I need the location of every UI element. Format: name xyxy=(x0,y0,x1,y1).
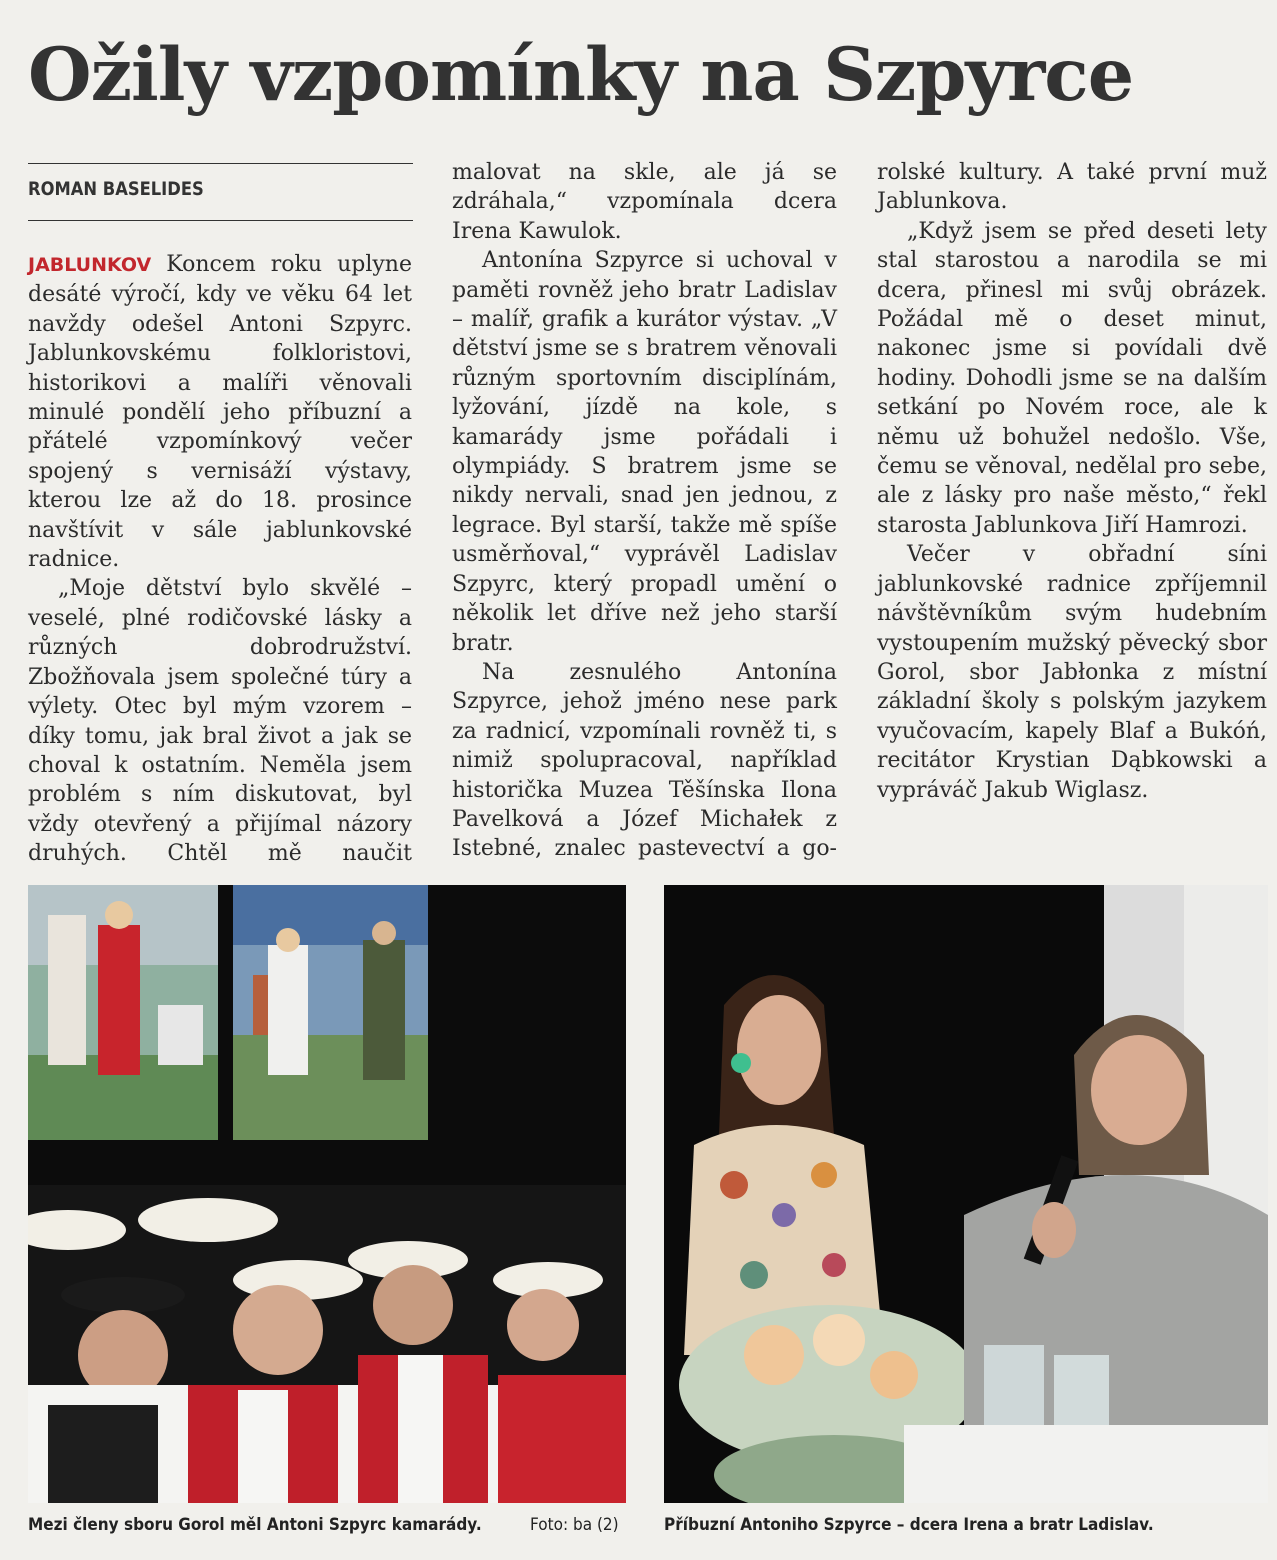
paragraph: Antonína Szpyrce si uchoval v paměti rovněž jeho bratr Ladislav – malíř, grafik a kurátor výstav. „V dětství jsme se s bratrem věnovali různým sportovním disciplínám, lyžování, jízdě na kole, s kamarády jsme pořádali i olympiády. S bratrem jsme se nikdy nervali, snad jen jednou, z legrace. Byl starší, takže mě spíše usměrňoval,“ vyprávěl Ladislav Szpyrc, který propadl umění o několik let dříve než jeho starší bratr. xyxy=(452,248,837,656)
article-column-3 xyxy=(877,158,1267,858)
paragraph: malovat na skle, ale já se zdráhala,“ vzpomínala dcera Irena Kawulok. xyxy=(452,160,837,244)
paragraph xyxy=(28,250,412,574)
author-byline: ROMAN BASELIDES xyxy=(28,178,204,200)
paragraph-text: Koncem roku uplyne desáté výročí, kdy ve věku 64 let navždy odešel Antoni Szpyrc. Jablunkovskému folkloristovi, historikovi a malíři věnovali minulé pondělí jeho příbuzní a přátelé vzpomínkový večer spojený s vernisáží výstavy, kterou lze až do 18. prosince navštívit v sále jablunkovské radnice. xyxy=(28,252,412,573)
byline-rule-top xyxy=(28,163,413,164)
paragraph: Večer v obřadní síni jablunkovské radnice zpříjemnil návštěvníkům svým hudebním vystoupením mužský pěvecký sbor Gorol, sbor Jabłonka z místní základní školy s polským jazykem vyučovacím, kapely Blaf a Bukóń, recitátor Krystian Dąbkowski a vypráváč Jakub Wiglasz. xyxy=(877,542,1267,803)
left-photo-caption: Mezi členy sboru Gorol měl Antoni Szpyrc kamarády. xyxy=(28,1515,482,1535)
paragraph: rolské kultury. A také první muž Jablunkova. xyxy=(877,160,1267,215)
photo-choir xyxy=(28,885,626,1503)
photo-relatives xyxy=(664,885,1268,1503)
article-column-1 xyxy=(28,250,412,950)
paragraph: „Když jsem se před deseti lety stal starostou a narodila se mi dcera, přinesl mi svůj obrázek. Požádal mě o deset minut, nakonec jsme si povídali dvě hodiny. Dohodli jsme se na dalším setkání po Novém roce, ale k němu už bohužel nedošlo. Vše, čemu se věnoval, nedělal pro sebe, ale z lásky pro naše město,“ řekl starosta Jablunkova Jiří Hamrozi. xyxy=(877,218,1267,538)
byline-rule-bottom xyxy=(28,220,413,221)
paragraph: Na zesnulého Antonína Szpyrce, jehož jméno nese park za radnicí, vzpomínali rovněž ti, s nimiž spolupracoval, například historička Muzea Těšínska Ilona Pavelková a Józef Michałek z Istebné, znalec pastevectví a go- xyxy=(452,659,837,862)
dateline: JABLUNKOV xyxy=(28,254,152,276)
article-column-2 xyxy=(452,158,837,862)
headline: Ožily vzpomínky na Szpyrce xyxy=(28,32,1134,118)
photo-credit: Foto: ba (2) xyxy=(530,1515,619,1535)
right-photo-caption: Příbuzní Antoniho Szpyrce – dcera Irena a bratr Ladislav. xyxy=(664,1515,1154,1535)
paragraph: „Moje dětství bylo skvělé – veselé, plné rodičovské lásky a různých dobrodružství. Zbožňovala jsem společné túry a výlety. Otec byl mým vzorem – díky tomu, jak bral život a jak se choval k ostatním. Neměla jsem problém s ním diskutovat, byl vždy otevřený a přijímal názory druhých. Chtěl mě naučit xyxy=(28,576,412,867)
